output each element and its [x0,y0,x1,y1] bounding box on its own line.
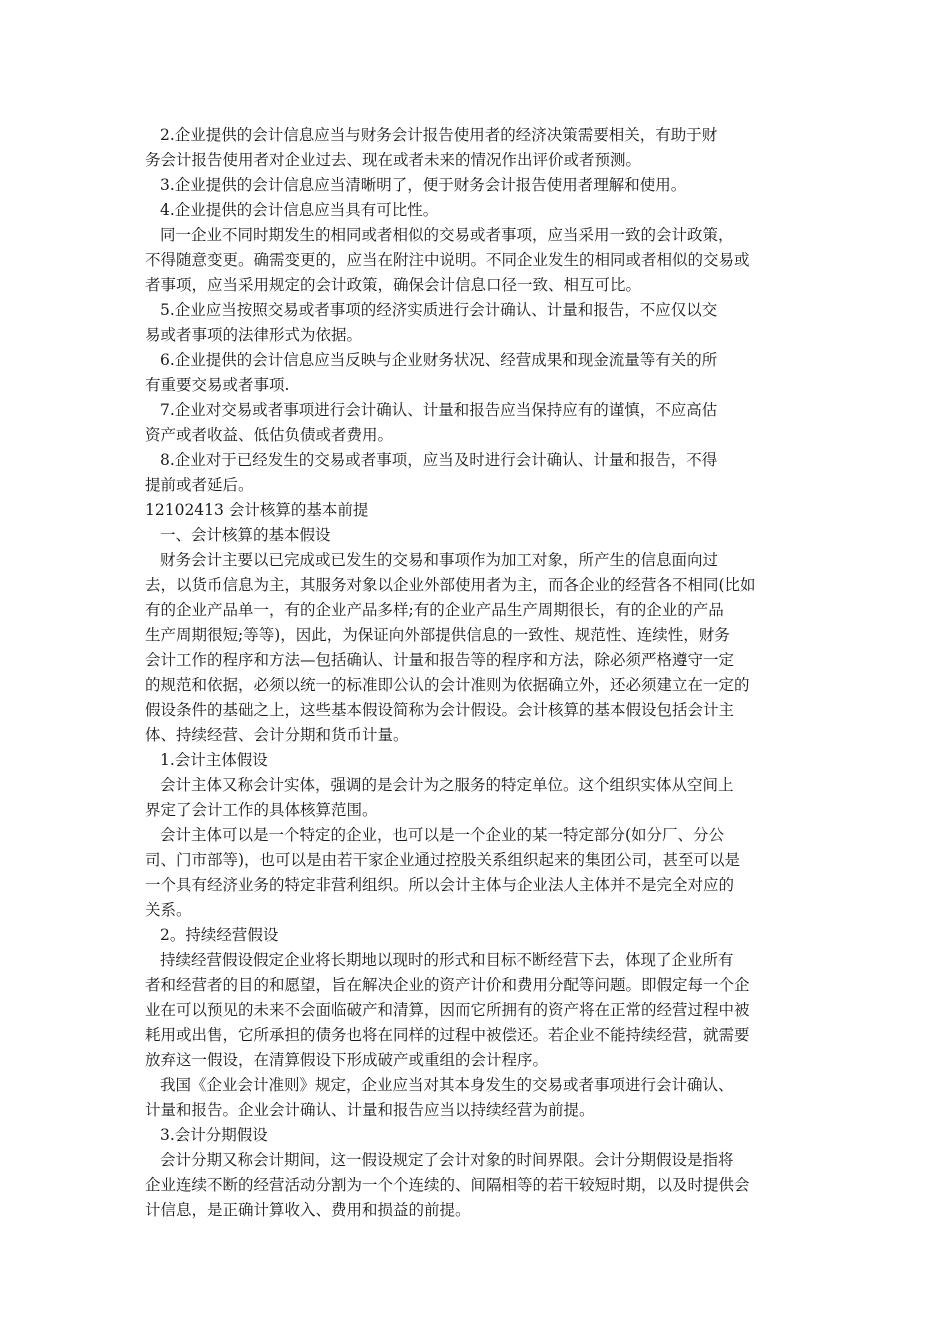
text-line: 去，以货币信息为主，其服务对象以企业外部使用者为主，而各企业的经营各不相同(比如 [145,576,756,594]
text-line: 会计工作的程序和方法—包括确认、计量和报告等的程序和方法，除必须严格遵守一定 [145,651,735,669]
text-line: 7.企业对交易或者事项进行会计确认、计量和报告应当保持应有的谨慎，不应高估 [160,401,718,419]
text-line: 计信息，是正确计算收入、费用和损益的前提。 [145,1201,471,1219]
text-line: 提前或者延后。 [145,476,254,494]
text-line: 会计主体又称会计实体，强调的是会计为之服务的特定单位。这个组织实体从空间上 [160,776,734,794]
text-line: 同一企业不同时期发生的相同或者相似的交易或者事项，应当采用一致的会计政策， [160,226,734,244]
text-line: 2。持续经营假设 [160,926,279,944]
text-line: 会计分期又称会计期间，这一假设规定了会计对象的时间界限。会计分期假设是指将 [160,1151,734,1169]
text-line: 者事项，应当采用规定的会计政策，确保会计信息口径一致、相互可比。 [145,276,642,294]
text-line: 易或者事项的法律形式为依据。 [145,326,363,344]
text-line: 假设条件的基础之上，这些基本假设简称为会计假设。会计核算的基本假设包括会计主 [145,701,735,719]
text-line: 12102413 会计核算的基本前提 [145,501,369,519]
text-line: 1.会计主体假设 [160,751,268,769]
text-line: 者和经营者的目的和愿望，旨在解决企业的资产计价和费用分配等问题。即假定每一个企 [145,976,750,994]
text-line: 企业连续不断的经营活动分割为一个个连续的、间隔相等的若干较短时期，以及时提供会 [145,1176,750,1194]
text-line: 3.会计分期假设 [160,1126,268,1144]
text-line: 放弃这一假设，在清算假设下形成破产或重组的会计程序。 [145,1051,549,1069]
text-line: 资产或者收益、低估负债或者费用。 [145,426,394,444]
text-line: 关系。 [145,901,192,919]
text-line: 有的企业产品单一，有的企业产品多样;有的企业产品生产周期很长，有的企业的产品 [145,601,724,619]
text-line: 持续经营假设假定企业将长期地以现时的形式和目标不断经营下去，体现了企业所有 [160,951,734,969]
text-line: 司、门市部等)，也可以是由若干家企业通过控股关系组织起来的集团公司，甚至可以是 [145,851,741,869]
text-line: 一个具有经济业务的特定非营利组织。所以会计主体与企业法人主体并不是完全对应的 [145,876,735,894]
text-line: 生产周期很短;等等)，因此，为保证向外部提供信息的一致性、规范性、连续性，财务 [145,626,730,644]
text-line: 务会计报告使用者对企业过去、现在或者未来的情况作出评价或者预测。 [145,151,642,169]
text-line: 业在可以预见的未来不会面临破产和清算，因而它所拥有的资产将在正常的经营过程中被 [145,1001,750,1019]
text-line: 财务会计主要以已完成或已发生的交易和事项作为加工对象，所产生的信息面向过 [160,551,719,569]
text-line: 8.企业对于已经发生的交易或者事项，应当及时进行会计确认、计量和报告，不得 [160,451,718,469]
text-line: 不得随意变更。确需变更的，应当在附注中说明。不同企业发生的相同或者相似的交易或 [145,251,750,269]
text-line: 6.企业提供的会计信息应当反映与企业财务状况、经营成果和现金流量等有关的所 [160,351,718,369]
text-line: 一、会计核算的基本假设 [160,526,331,544]
text-line: 会计主体可以是一个特定的企业，也可以是一个企业的某一特定部分(如分厂、分公 [160,826,725,844]
text-line: 耗用或出售，它所承担的债务也将在同样的过程中被偿还。若企业不能持续经营，就需要 [145,1026,750,1044]
text-line: 我国《企业会计准则》规定，企业应当对其本身发生的交易或者事项进行会计确认、 [160,1076,734,1094]
text-line: 界定了会计工作的具体核算范围。 [145,801,378,819]
text-line: 5.企业应当按照交易或者事项的经济实质进行会计确认、计量和报告，不应仅以交 [160,301,718,319]
text-line: 体、持续经营、会计分期和货币计量。 [145,726,409,744]
text-line: 计量和报告。企业会计确认、计量和报告应当以持续经营为前提。 [145,1101,595,1119]
text-line: 4.企业提供的会计信息应当具有可比性。 [160,201,439,219]
document-body [145,123,810,1223]
text-line: 的规范和依据，必须以统一的标准即公认的会计准则为依据确立外，还必须建立在一定的 [145,676,750,694]
text-line: 2.企业提供的会计信息应当与财务会计报告使用者的经济决策需要相关，有助于财 [160,126,718,144]
text-line: 3.企业提供的会计信息应当清晰明了，便于财务会计报告使用者理解和使用。 [160,176,687,194]
text-line: 有重要交易或者事项. [145,376,290,394]
